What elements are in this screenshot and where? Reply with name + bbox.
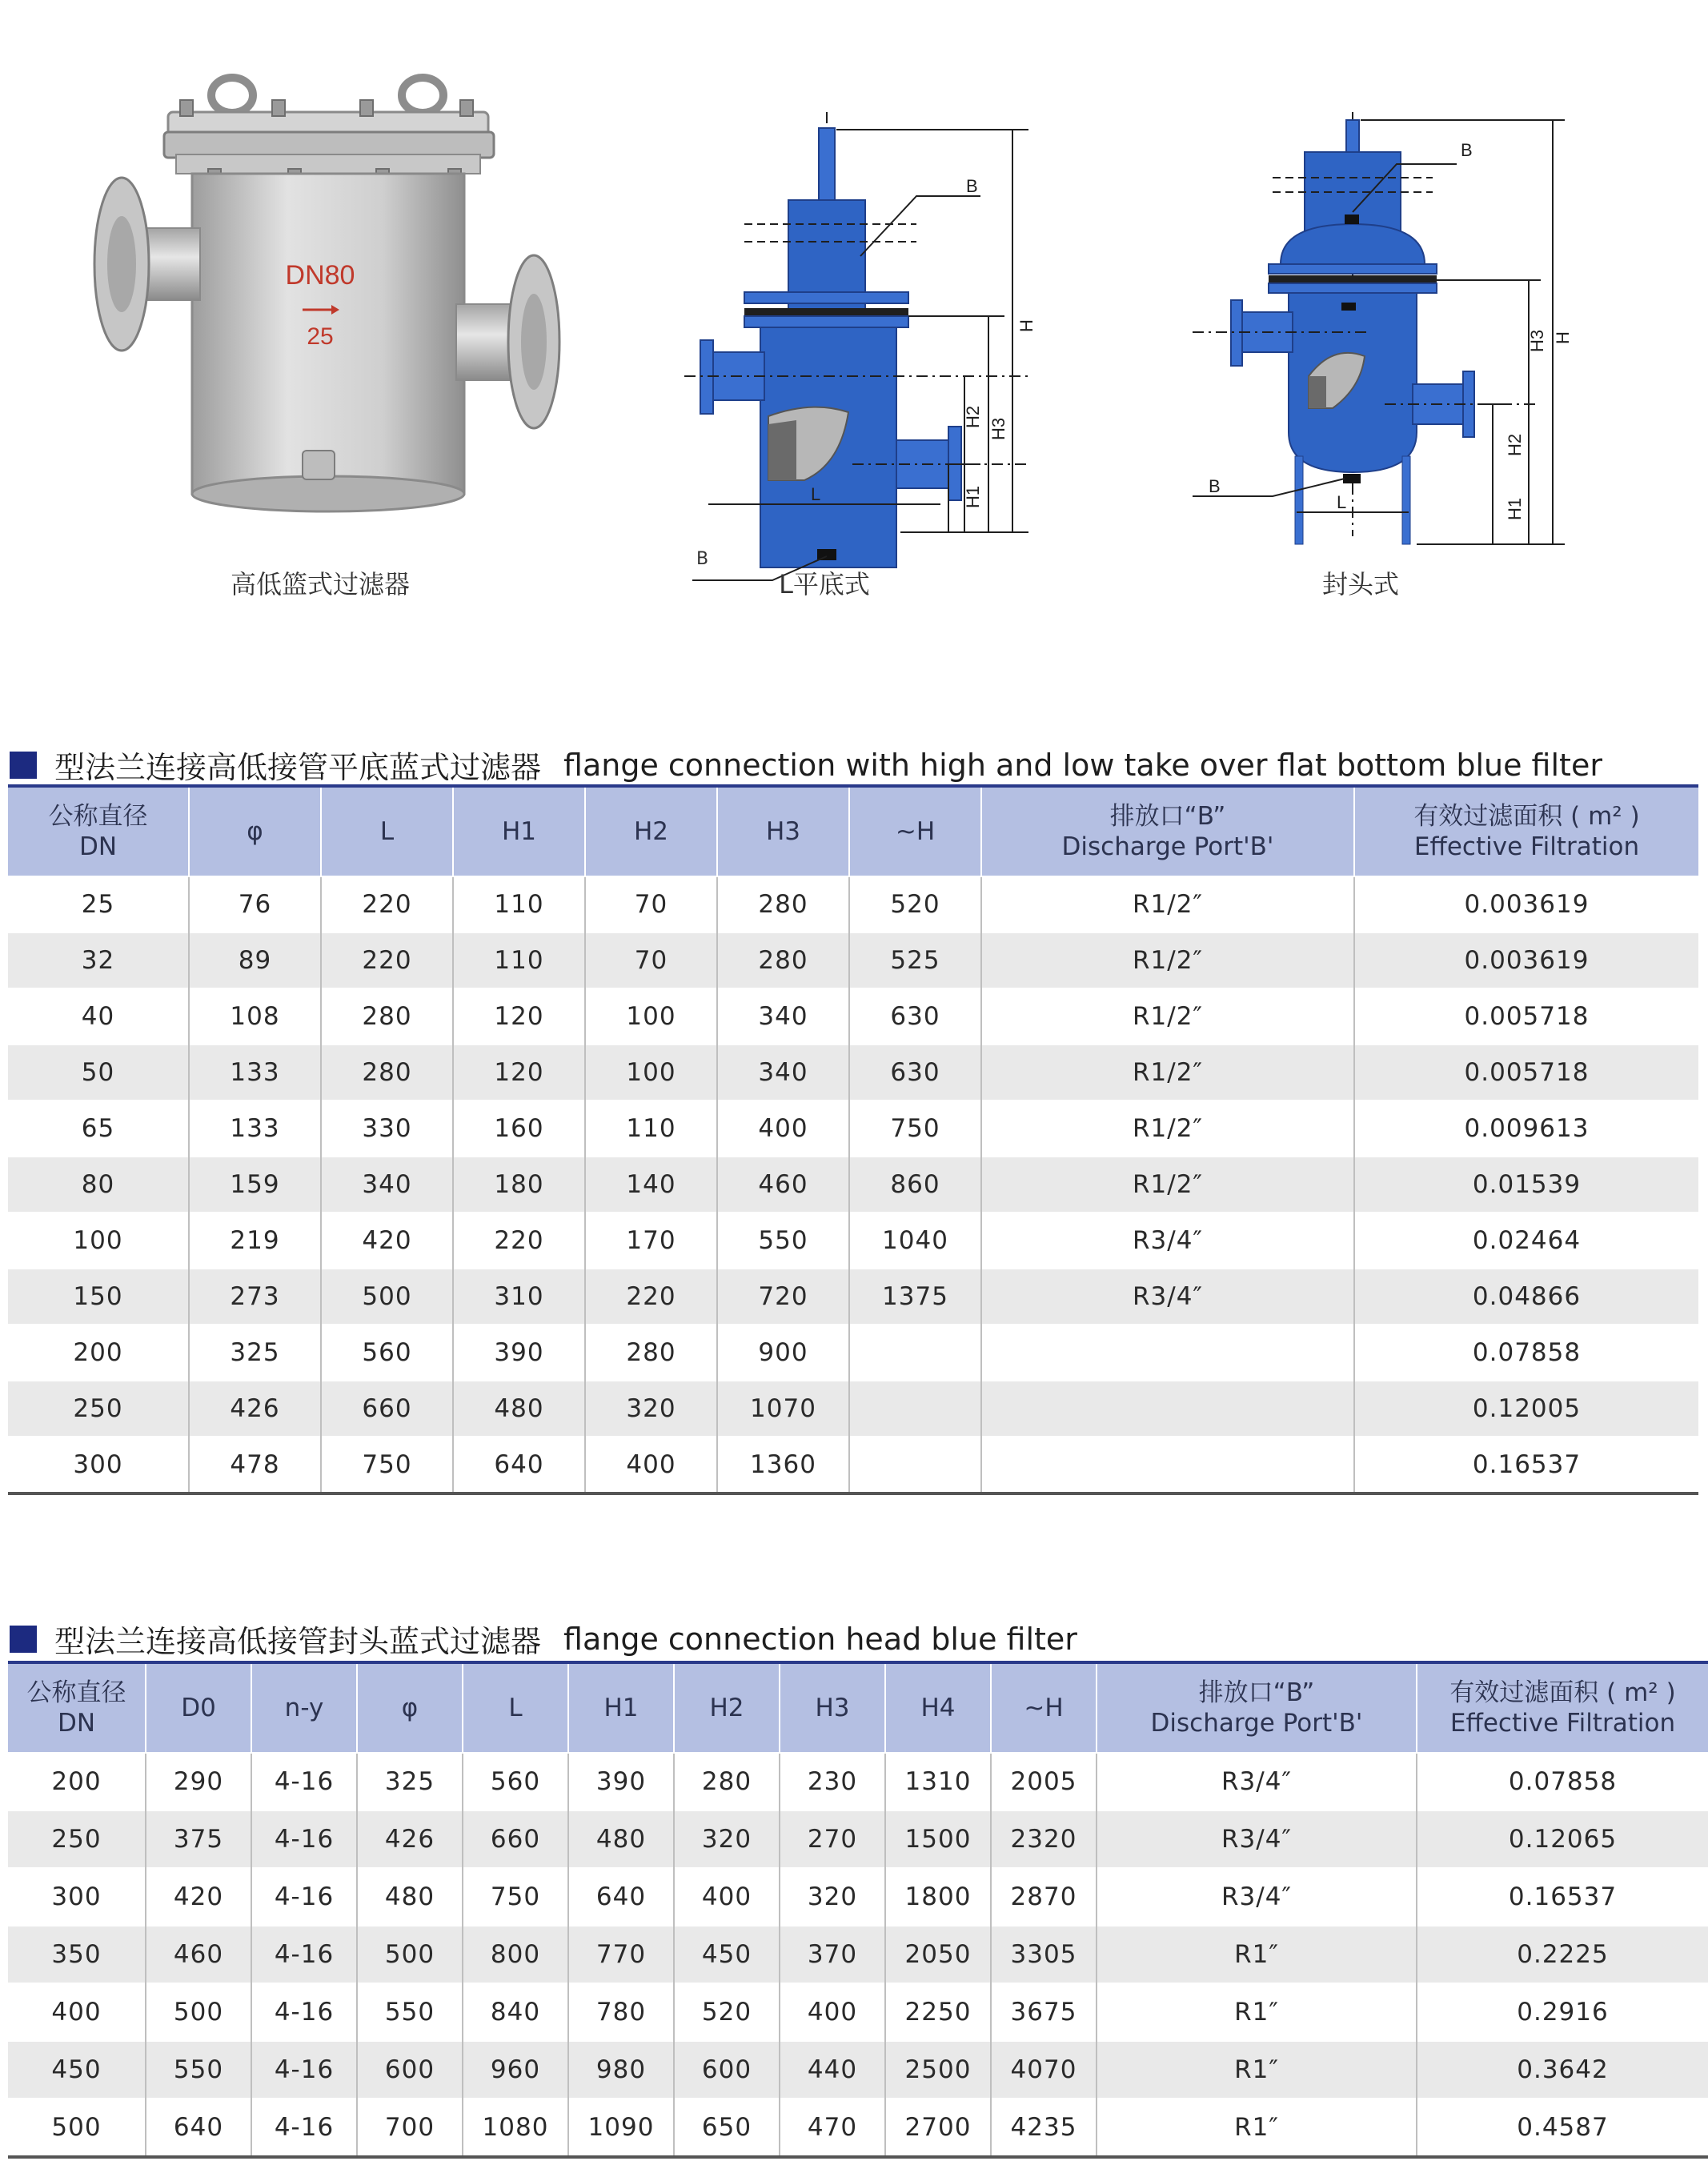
table-cell: R3/4″ — [1097, 1868, 1417, 1926]
column-header-label: 排放口“B” — [1198, 1678, 1315, 1707]
table-cell: 340 — [717, 988, 849, 1044]
table-cell: 800 — [463, 1926, 568, 1983]
dim-label-l: L — [811, 484, 821, 504]
table-row — [8, 1381, 1698, 1437]
table-cell — [849, 1437, 981, 1493]
table-row — [8, 876, 1698, 932]
table-cell: 0.07858 — [1354, 1325, 1698, 1381]
table-cell: 220 — [585, 1269, 717, 1325]
dim-label-b-bottom: B — [696, 549, 709, 569]
table-cell: 120 — [453, 1044, 585, 1101]
table-cell: 980 — [568, 2041, 674, 2099]
table-cell — [981, 1325, 1354, 1381]
table-cell: 660 — [463, 1810, 568, 1868]
dim-label-h2: H2 — [963, 405, 983, 428]
table-cell: 32 — [8, 932, 189, 988]
table-row — [8, 1269, 1698, 1325]
table-cell: 750 — [321, 1437, 453, 1493]
table-cell: 4-16 — [251, 2041, 357, 2099]
table-cell: 280 — [321, 1044, 453, 1101]
table-cell: 65 — [8, 1101, 189, 1157]
table-cell: 480 — [357, 1868, 463, 1926]
table-cell: 478 — [189, 1437, 321, 1493]
table1-title-cn: 型法兰连接高低接管平底蓝式过滤器 — [54, 750, 542, 785]
table-cell: 273 — [189, 1269, 321, 1325]
table-cell: 220 — [453, 1213, 585, 1269]
column-header-label: 公称直径 — [26, 1678, 126, 1707]
table-cell: 550 — [717, 1213, 849, 1269]
table-cell: 550 — [146, 2041, 251, 2099]
title-square-icon — [10, 1626, 37, 1653]
table-cell: 40 — [8, 988, 189, 1044]
dim2-label-b-top: B — [1461, 140, 1473, 160]
table-cell: 250 — [8, 1810, 146, 1868]
column-header-label: φ — [401, 1694, 419, 1722]
table-cell: 480 — [453, 1381, 585, 1437]
table-cell: 720 — [717, 1269, 849, 1325]
table-cell: 426 — [357, 1810, 463, 1868]
table-cell: 89 — [189, 932, 321, 988]
table-cell: 340 — [717, 1044, 849, 1101]
table-cell: 2320 — [991, 1810, 1097, 1868]
dim2-label-b-bottom: B — [1209, 476, 1221, 496]
table-row — [8, 988, 1698, 1044]
table-cell: 300 — [8, 1437, 189, 1493]
table-cell: 270 — [780, 1810, 885, 1868]
table-cell: 640 — [453, 1437, 585, 1493]
column-header-label: H3 — [765, 817, 801, 846]
table-cell: 640 — [146, 2099, 251, 2157]
table-cell: 4-16 — [251, 1983, 357, 2041]
table-cell: 390 — [568, 1753, 674, 1810]
table-cell: R1/2″ — [981, 876, 1354, 932]
table-cell: 0.3642 — [1417, 2041, 1708, 2099]
table-cell: 159 — [189, 1157, 321, 1213]
table-cell: 0.009613 — [1354, 1101, 1698, 1157]
table-cell: 3675 — [991, 1983, 1097, 2041]
table-cell: 280 — [717, 876, 849, 932]
table-cell: 0.01539 — [1354, 1157, 1698, 1213]
photo-pressure-marking: 25 — [307, 323, 334, 350]
table-cell: 1080 — [463, 2099, 568, 2157]
table-cell: R3/4″ — [1097, 1810, 1417, 1868]
table-cell: 2700 — [885, 2099, 991, 2157]
table2-title-en: flange connection head blue filter — [563, 1621, 1077, 1657]
column-header-label: H1 — [603, 1694, 639, 1722]
table-cell: 0.04866 — [1354, 1269, 1698, 1325]
table-cell: 133 — [189, 1101, 321, 1157]
table1-title-en: flange connection with high and low take over flat bottom blue filter — [563, 747, 1602, 783]
table-cell: 0.16537 — [1417, 1868, 1708, 1926]
table-cell: 4070 — [991, 2041, 1097, 2099]
column-header — [321, 786, 453, 876]
table-cell: 220 — [321, 932, 453, 988]
table-cell: R3/4″ — [981, 1269, 1354, 1325]
dim2-label-h1: H1 — [1505, 497, 1525, 520]
table-row — [8, 932, 1698, 988]
column-header — [8, 1662, 146, 1753]
table-cell: R1″ — [1097, 1926, 1417, 1983]
table-cell: 630 — [849, 988, 981, 1044]
title-square-icon — [10, 752, 37, 779]
table-cell: 150 — [8, 1269, 189, 1325]
column-header — [463, 1662, 568, 1753]
column-header-sublabel: DN — [78, 832, 118, 861]
table-cell: 3305 — [991, 1926, 1097, 1983]
table-cell: 1375 — [849, 1269, 981, 1325]
column-header-sublabel: DN — [57, 1709, 96, 1738]
table-cell — [849, 1381, 981, 1437]
table-cell: 0.003619 — [1354, 932, 1698, 988]
dim-label-h: H — [1016, 319, 1036, 332]
dim2-label-l: L — [1337, 492, 1347, 512]
photo-caption: 高低篮式过滤器 — [230, 569, 410, 599]
column-header — [585, 786, 717, 876]
table-cell: 280 — [717, 932, 849, 988]
table-cell: 290 — [146, 1753, 251, 1810]
column-header — [849, 786, 981, 876]
table2-title — [10, 1617, 1077, 1661]
table-row — [8, 1044, 1698, 1101]
column-header-label: L — [508, 1694, 523, 1722]
table-cell: 220 — [321, 876, 453, 932]
column-header — [189, 786, 321, 876]
table-cell: 960 — [463, 2041, 568, 2099]
table-cell: 400 — [717, 1101, 849, 1157]
head-type-spec-table — [8, 1661, 1708, 2159]
column-header-label: H4 — [920, 1694, 956, 1722]
table-cell: 0.12005 — [1354, 1381, 1698, 1437]
table-cell: R3/4″ — [1097, 1753, 1417, 1810]
table-cell: 750 — [849, 1101, 981, 1157]
table-cell: 70 — [585, 876, 717, 932]
column-header-label: φ — [247, 817, 263, 846]
table-cell: 200 — [8, 1753, 146, 1810]
table-cell: 1090 — [568, 2099, 674, 2157]
table-cell: 500 — [357, 1926, 463, 1983]
table-cell: 0.005718 — [1354, 988, 1698, 1044]
table-cell: 4235 — [991, 2099, 1097, 2157]
table-cell: 450 — [8, 2041, 146, 2099]
flat-bottom-diagram — [676, 104, 1069, 576]
table-row — [8, 2099, 1708, 2157]
column-header-label: D0 — [181, 1694, 216, 1722]
column-header — [568, 1662, 674, 1753]
dim-label-b-top: B — [966, 176, 978, 196]
table-cell: 4-16 — [251, 2099, 357, 2157]
table-cell: 500 — [8, 2099, 146, 2157]
column-header — [8, 786, 189, 876]
column-header — [1417, 1662, 1708, 1753]
table-cell: 0.4587 — [1417, 2099, 1708, 2157]
table-cell: 0.005718 — [1354, 1044, 1698, 1101]
table-cell: 1360 — [717, 1437, 849, 1493]
table-cell: 500 — [146, 1983, 251, 2041]
table-cell: 4-16 — [251, 1753, 357, 1810]
table-cell: 280 — [674, 1753, 780, 1810]
dim2-label-h: H — [1553, 331, 1573, 344]
table-cell: 325 — [357, 1753, 463, 1810]
column-header-label: 有效过滤面积 ( m² ) — [1413, 802, 1640, 831]
column-header — [780, 1662, 885, 1753]
table-cell: 375 — [146, 1810, 251, 1868]
column-header-sublabel: Discharge Port'B' — [1061, 832, 1274, 861]
table-cell: 460 — [146, 1926, 251, 1983]
table-cell: 0.12065 — [1417, 1810, 1708, 1868]
table-cell: 219 — [189, 1213, 321, 1269]
table-cell: 2870 — [991, 1868, 1097, 1926]
column-header — [251, 1662, 357, 1753]
table-cell: 600 — [357, 2041, 463, 2099]
table-cell: 4-16 — [251, 1868, 357, 1926]
table-cell: 110 — [585, 1101, 717, 1157]
table-cell: 370 — [780, 1926, 885, 1983]
table-cell: 2050 — [885, 1926, 991, 1983]
column-header — [991, 1662, 1097, 1753]
table-cell: 100 — [585, 1044, 717, 1101]
column-header — [1354, 786, 1698, 876]
photo-size-marking: DN80 — [285, 260, 355, 291]
table-cell: 320 — [780, 1868, 885, 1926]
table-cell: 1800 — [885, 1868, 991, 1926]
table-cell: 310 — [453, 1269, 585, 1325]
table-cell — [981, 1437, 1354, 1493]
column-header-sublabel: Effective Filtration — [1449, 1709, 1676, 1738]
table-cell: 320 — [674, 1810, 780, 1868]
table-cell: 70 — [585, 932, 717, 988]
column-header-label: 公称直径 — [48, 802, 148, 831]
diagram1-caption: L平底式 — [779, 569, 870, 599]
column-header-label: H2 — [709, 1694, 744, 1722]
table-cell: 550 — [357, 1983, 463, 2041]
table-cell: 325 — [189, 1325, 321, 1381]
table-row — [8, 1437, 1698, 1493]
table-cell: 860 — [849, 1157, 981, 1213]
column-header-label: 排放口“B” — [1109, 802, 1226, 831]
table-cell: 700 — [357, 2099, 463, 2157]
table-row — [8, 2041, 1708, 2099]
table-cell: 280 — [321, 988, 453, 1044]
table-cell: 0.02464 — [1354, 1213, 1698, 1269]
table-cell: 650 — [674, 2099, 780, 2157]
table-cell: 25 — [8, 876, 189, 932]
table-row — [8, 1868, 1708, 1926]
table-cell: 140 — [585, 1157, 717, 1213]
column-header-sublabel: Effective Filtration — [1413, 832, 1640, 861]
table-row — [8, 1213, 1698, 1269]
table-cell — [849, 1325, 981, 1381]
table-cell: 500 — [321, 1269, 453, 1325]
table-cell: R1″ — [1097, 1983, 1417, 2041]
table-cell: R1″ — [1097, 2041, 1417, 2099]
table-cell: 230 — [780, 1753, 885, 1810]
table-row — [8, 1753, 1708, 1810]
dim-label-h1: H1 — [963, 485, 983, 508]
column-header — [717, 786, 849, 876]
table-cell: 840 — [463, 1983, 568, 2041]
column-header — [1097, 1662, 1417, 1753]
table1-title — [10, 743, 1602, 787]
table-cell: R1/2″ — [981, 988, 1354, 1044]
table-cell: R1″ — [1097, 2099, 1417, 2157]
table-cell: 450 — [674, 1926, 780, 1983]
table-cell: 4-16 — [251, 1810, 357, 1868]
table-cell: 250 — [8, 1381, 189, 1437]
table-cell: 1500 — [885, 1810, 991, 1868]
table-cell: 2005 — [991, 1753, 1097, 1810]
table-cell: 460 — [717, 1157, 849, 1213]
column-header-label: n-y — [284, 1694, 324, 1722]
dim2-label-h2: H2 — [1505, 433, 1525, 456]
table-cell: 340 — [321, 1157, 453, 1213]
table-cell — [981, 1381, 1354, 1437]
table-cell: 110 — [453, 932, 585, 988]
table-cell: 180 — [453, 1157, 585, 1213]
table-cell: 2500 — [885, 2041, 991, 2099]
table-row — [8, 1157, 1698, 1213]
table-cell: 770 — [568, 1926, 674, 1983]
table-cell: 280 — [585, 1325, 717, 1381]
table-cell: 750 — [463, 1868, 568, 1926]
table-cell: 0.07858 — [1417, 1753, 1708, 1810]
column-header — [885, 1662, 991, 1753]
table-cell: 4-16 — [251, 1926, 357, 1983]
table-cell: 120 — [453, 988, 585, 1044]
table-row — [8, 1101, 1698, 1157]
table-cell: 0.2225 — [1417, 1926, 1708, 1983]
table-cell: R1/2″ — [981, 1044, 1354, 1101]
table-cell: 330 — [321, 1101, 453, 1157]
table-row — [8, 1325, 1698, 1381]
column-header — [146, 1662, 251, 1753]
table-cell: 0.16537 — [1354, 1437, 1698, 1493]
table-cell: 440 — [780, 2041, 885, 2099]
table-cell: 780 — [568, 1983, 674, 2041]
column-header — [981, 786, 1354, 876]
table-cell: R1/2″ — [981, 1157, 1354, 1213]
basket-strainer-photo — [88, 68, 552, 556]
table-cell: 470 — [780, 2099, 885, 2157]
table-cell: 560 — [463, 1753, 568, 1810]
table-cell: 390 — [453, 1325, 585, 1381]
table-cell: 520 — [674, 1983, 780, 2041]
table-cell: 520 — [849, 876, 981, 932]
table-cell: 108 — [189, 988, 321, 1044]
table-cell: 1040 — [849, 1213, 981, 1269]
table-cell: 100 — [585, 988, 717, 1044]
diagram2-caption: 封头式 — [1321, 569, 1399, 599]
table-row — [8, 1810, 1708, 1868]
table-cell: 2250 — [885, 1983, 991, 2041]
column-header — [453, 786, 585, 876]
table-cell: 420 — [321, 1213, 453, 1269]
table-cell: R3/4″ — [981, 1213, 1354, 1269]
table-cell: 400 — [585, 1437, 717, 1493]
table-cell: 160 — [453, 1101, 585, 1157]
column-header — [674, 1662, 780, 1753]
table-cell: 170 — [585, 1213, 717, 1269]
table-cell: 400 — [674, 1868, 780, 1926]
table-cell: 76 — [189, 876, 321, 932]
column-header-label: ~H — [1024, 1694, 1064, 1722]
table-cell: 525 — [849, 932, 981, 988]
column-header-label: 有效过滤面积 ( m² ) — [1449, 1678, 1676, 1707]
table-cell: 300 — [8, 1868, 146, 1926]
table-cell: 200 — [8, 1325, 189, 1381]
table-cell: 640 — [568, 1868, 674, 1926]
table-row — [8, 1926, 1708, 1983]
table-cell: 480 — [568, 1810, 674, 1868]
table-cell: 400 — [8, 1983, 146, 2041]
table-cell: 400 — [780, 1983, 885, 2041]
table2-title-cn: 型法兰连接高低接管封头蓝式过滤器 — [54, 1624, 542, 1659]
table-cell: 110 — [453, 876, 585, 932]
table-cell: 900 — [717, 1325, 849, 1381]
table-cell: R1/2″ — [981, 1101, 1354, 1157]
column-header-label: H2 — [633, 817, 669, 846]
column-header-label: H1 — [501, 817, 537, 846]
table-cell: 100 — [8, 1213, 189, 1269]
table-cell: R1/2″ — [981, 932, 1354, 988]
table-cell: 560 — [321, 1325, 453, 1381]
table-cell: 630 — [849, 1044, 981, 1101]
column-header — [357, 1662, 463, 1753]
table-cell: 133 — [189, 1044, 321, 1101]
column-header-label: H3 — [815, 1694, 850, 1722]
flat-bottom-spec-table — [8, 784, 1698, 1495]
column-header-label: L — [379, 817, 395, 846]
table-cell: 80 — [8, 1157, 189, 1213]
table-cell: 600 — [674, 2041, 780, 2099]
head-type-diagram — [1193, 112, 1573, 560]
table-cell: 320 — [585, 1381, 717, 1437]
table-cell: 1070 — [717, 1381, 849, 1437]
dim-label-h3: H3 — [988, 417, 1008, 440]
table-cell: 1310 — [885, 1753, 991, 1810]
table-row — [8, 1983, 1708, 2041]
column-header-sublabel: Discharge Port'B' — [1150, 1709, 1363, 1738]
table-cell: 350 — [8, 1926, 146, 1983]
dim2-label-h3: H3 — [1527, 329, 1547, 352]
table-cell: 0.2916 — [1417, 1983, 1708, 2041]
table-cell: 420 — [146, 1868, 251, 1926]
table-cell: 50 — [8, 1044, 189, 1101]
table-cell: 426 — [189, 1381, 321, 1437]
table-cell: 660 — [321, 1381, 453, 1437]
table-cell: 0.003619 — [1354, 876, 1698, 932]
column-header-label: ~H — [895, 817, 936, 846]
